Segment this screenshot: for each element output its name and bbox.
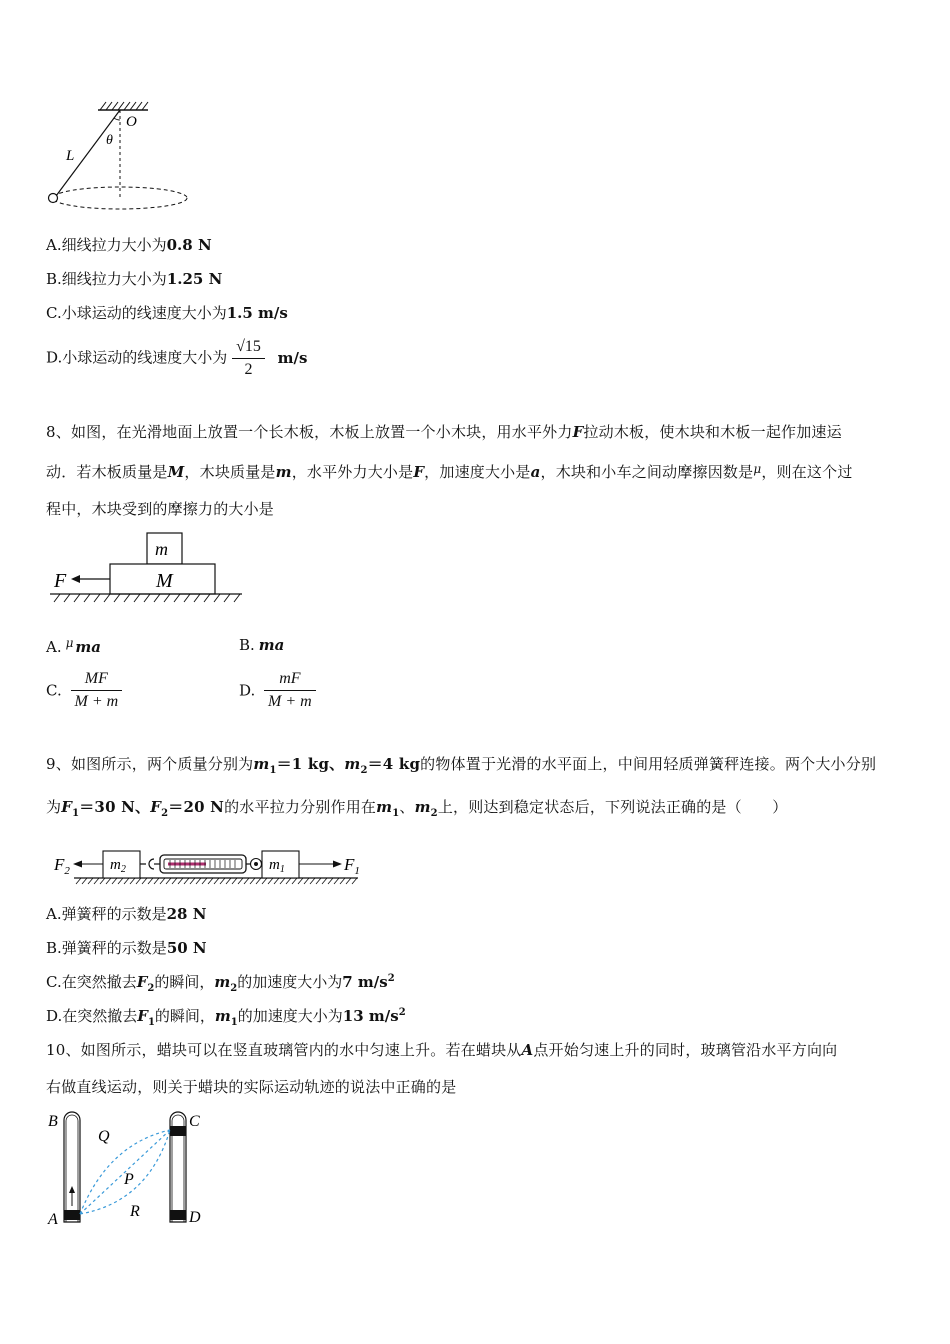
conical-pendulum-figure [40,96,200,218]
label-R: R [130,1203,140,1220]
q7-option-a[interactable]: A.细线拉力大小为0.8 N [46,236,212,254]
fraction-sqrt15-over-2: $\frac{√15}{2}$ [232,338,265,379]
question-9-stem: 9、如图所示，两个质量分别为$m_1=1$ kg、$m_2=4$ kg的物体置于光滑的水平面上，中间用轻质弹簧秤连接。两个大小分别 为$F_1=30$ N、$F_2=20$ N的水平拉力分别作用在$m_1$、$m_2$上，则达到稳定状态后，下列说法正确的是（ ） [46,755,877,819]
fraction-mF-over-Mm: $\frac{mF}{M + m}$ [264,670,316,711]
q7-option-d[interactable]: D.小球运动的线速度大小为 $\frac{√15}{2}$ m/s [46,338,308,378]
q7-option-c[interactable]: C.小球运动的线速度大小为1.5 m/s [46,304,288,322]
label-C: C [189,1113,200,1130]
label-P: P [124,1171,134,1188]
q9-option-b[interactable]: B.弹簧秤的示数是50 N [46,939,207,957]
label-A: A [48,1211,58,1228]
q9-option-d[interactable]: D.在突然撤去$F_1$的瞬间，$m_1$的加速度大小为13 $m/s^2$ [46,1007,406,1028]
q7-option-b[interactable]: B.细线拉力大小为1.25 N [46,270,223,288]
label-L: L [66,148,75,164]
label-F2: $F_2$ [54,855,70,877]
label-F1: $F_1$ [344,855,360,877]
question-8-stem: 8、如图，在光滑地面上放置一个长木板，木板上放置一个小木块，用水平外力F拉动木板，使木块和木板一起作加速运 动．若木板质量是M，木块质量是m，水平外力大小是F，加速度大小是a，木块和小车之间动摩擦因数是$^\mu$，则在这个过 程中，木块受到的摩擦力的大小是 [46,423,853,518]
question-10-stem: 10、如图所示，蜡块可以在竖直玻璃管内的水中匀速上升。若在蜡块从A点开始匀速上升的同时，玻璃管沿水平方向向 右做直线运动，则关于蜡块的实际运动轨迹的说法中正确的是 [46,1041,838,1096]
q8-option-d[interactable]: D. $\frac{mF}{M + m}$ [239,670,316,711]
q9-option-a[interactable]: A.弹簧秤的示数是28 N [46,905,207,923]
label-m: m [155,539,168,559]
label-M: M [156,570,173,592]
q8-option-b[interactable]: B. ma [239,636,285,654]
label-theta: θ [106,133,113,148]
label-B: B [48,1113,58,1130]
label-m1: $m_1$ [269,857,285,875]
spring-scale-figure [46,842,376,888]
board-block-figure [46,528,246,608]
glass-tube-figure [44,1106,214,1228]
label-Q: Q [98,1128,110,1145]
label-O: O [126,114,137,130]
q8-option-a[interactable]: A. $^\mu$ ma [46,636,102,656]
label-F: F [54,570,67,592]
fraction-MF-over-Mm: $\frac{MF}{M + m}$ [71,670,123,711]
q9-option-c[interactable]: C.在突然撤去$F_2$的瞬间，$m_2$的加速度大小为7 $m/s^2$ [46,973,395,994]
q8-option-c[interactable]: C. $\frac{MF}{M + m}$ [46,670,122,711]
label-D: D [189,1209,201,1226]
label-m2: $m_2$ [110,857,126,875]
